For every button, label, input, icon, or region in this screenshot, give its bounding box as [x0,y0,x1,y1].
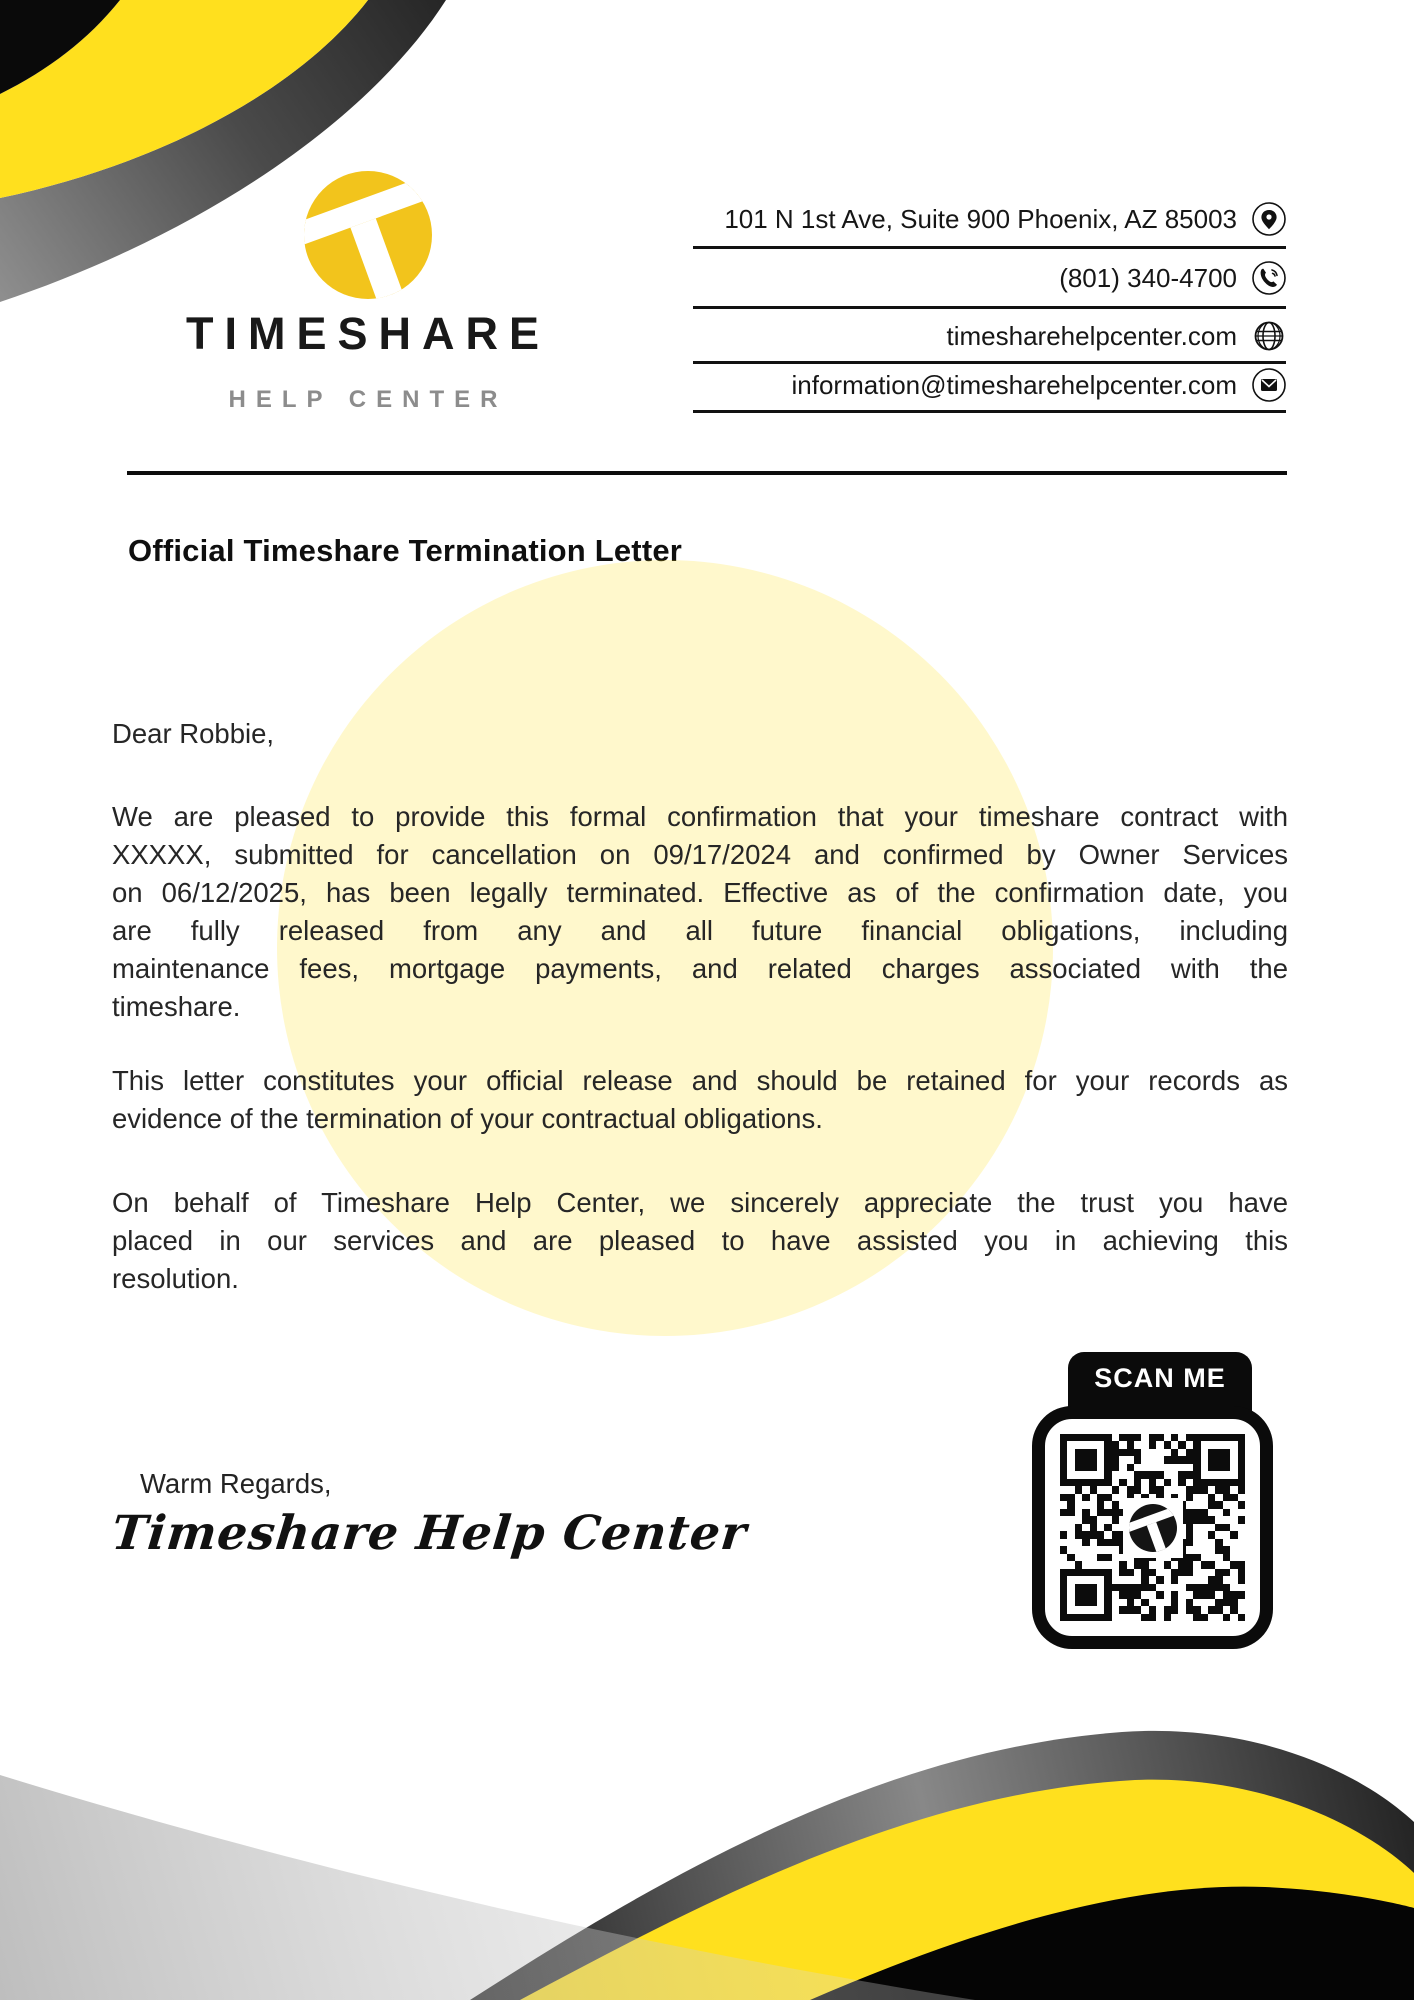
logo-subtext: HELP CENTER [228,386,508,413]
signature-script: Timeshare Help Center [109,1506,750,1561]
qr-scan-me-label: SCAN ME [1094,1363,1226,1393]
qr-center-logo-icon [1123,1498,1183,1558]
qr-code-frame [1032,1406,1273,1649]
contact-phone: (801) 340-4700 [1059,262,1237,293]
contact-website: timesharehelpcenter.com [946,320,1237,351]
contact-address: 101 N 1st Ave, Suite 900 Phoenix, AZ 85003 [724,203,1237,234]
bottom-swoosh-decoration [0,1630,1414,2000]
letter-paragraph-1: We are pleased to provide this formal confirmation that your timeshare contract with XXXXX, submitted for cancellation on 09/17/2024 and confirmed by Owner Services on 06/12/2025, has been legally terminated. Effective as of the confirmation date, you are fully released from any and all future financial obligations, including maintenance fees, mortgage payments, and related charges associated with the timeshare. [112,801,1288,1022]
letter-paragraph-3: On behalf of Timeshare Help Center, we sincerely appreciate the trust you have placed in our services and are pleased to have assisted you in achieving this resolution. [112,1187,1288,1294]
letter-signoff: Warm Regards, [140,1468,332,1499]
logo-wordmark: TIMESHARE [185,308,550,359]
letter-title: Official Timeshare Termination Letter [128,533,683,568]
letter-paragraph-2: This letter constitutes your official release and should be retained for your records as evidence of the termination of your contractual obligations. [112,1065,1288,1134]
letter-greeting: Dear Robbie, [112,718,275,749]
contact-email: information@timesharehelpcenter.com [791,369,1237,400]
